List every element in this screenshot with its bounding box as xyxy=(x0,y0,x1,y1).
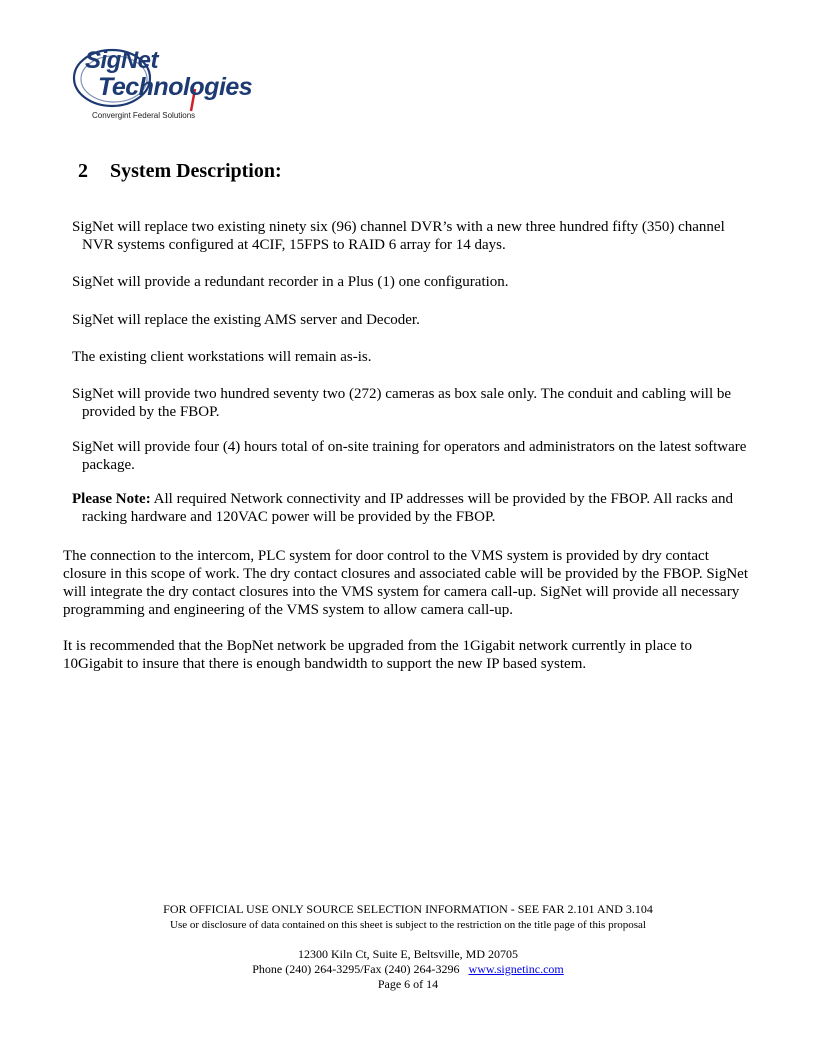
paragraph-client-workstations: The existing client workstations will remain as-is. xyxy=(72,349,372,365)
section-title: System Description: xyxy=(110,160,282,182)
paragraph-ams-server: SigNet will replace the existing AMS server and Decoder. xyxy=(72,312,420,328)
footer-phone-fax: Phone (240) 264-3295/Fax (240) 264-3296 xyxy=(252,962,460,976)
paragraph-nvr-replacement: SigNet will replace two existing ninety six (96) channel DVR’s with a new three hundred fifty (350) channel NVR systems configured at 4CIF, 15FPS to RAID 6 array for 14 days. xyxy=(72,219,725,253)
footer-address: 12300 Kiln Ct, Suite E, Beltsville, MD 20705 xyxy=(297,947,518,961)
footer-page-number: Page 6 of 14 xyxy=(377,977,439,991)
paragraph-please-note xyxy=(72,490,752,526)
footer-website-link[interactable]: www.signetinc.com xyxy=(468,962,564,976)
paragraph-redundant-recorder: SigNet will provide a redundant recorder in a Plus (1) one configuration. xyxy=(72,274,509,290)
company-logo xyxy=(70,45,253,127)
section-heading xyxy=(78,160,282,183)
logo-line-2: Technologies xyxy=(98,73,253,101)
logo-line-1: SigNet xyxy=(85,47,159,74)
paragraph-network-upgrade: It is recommended that the BopNet network be upgraded from the 1Gigabit network currently in place to 10Gigabit to insure that there is enough bandwidth to support the new IP based system. xyxy=(63,638,692,672)
footer-restriction: Use or disclosure of data contained on this sheet is subject to the restriction on the title page of this proposal xyxy=(170,919,646,931)
footer-classification: FOR OFFICIAL USE ONLY SOURCE SELECTION INFORMATION - SEE FAR 2.101 AND 3.104 xyxy=(163,902,653,916)
logo-tagline: Convergint Federal Solutions xyxy=(92,111,196,120)
paragraph-training: SigNet will provide four (4) hours total of on-site training for operators and administrators on the latest software package. xyxy=(72,439,747,473)
paragraph-dry-contact: The connection to the intercom, PLC system for door control to the VMS system is provided by dry contact closure in this scope of work. The dry contact closures and associated cable will be provided by the FBOP. SigNet will integrate the dry contact closures into the VMS system for camera call-up. SigNet will provide all necessary programming and engineering of the VMS system to allow camera call-up. xyxy=(63,548,748,618)
section-number: 2 xyxy=(78,160,88,182)
please-note-label: Please Note: xyxy=(72,491,151,507)
footer-contact xyxy=(0,962,816,977)
please-note-text: All required Network connectivity and IP addresses will be provided by the FBOP. All racks and racking hardware and 120VAC power will be provided by the FBOP. xyxy=(82,491,733,525)
paragraph-cameras: SigNet will provide two hundred seventy two (272) cameras as box sale only. The conduit and cabling will be provided by the FBOP. xyxy=(72,386,732,420)
